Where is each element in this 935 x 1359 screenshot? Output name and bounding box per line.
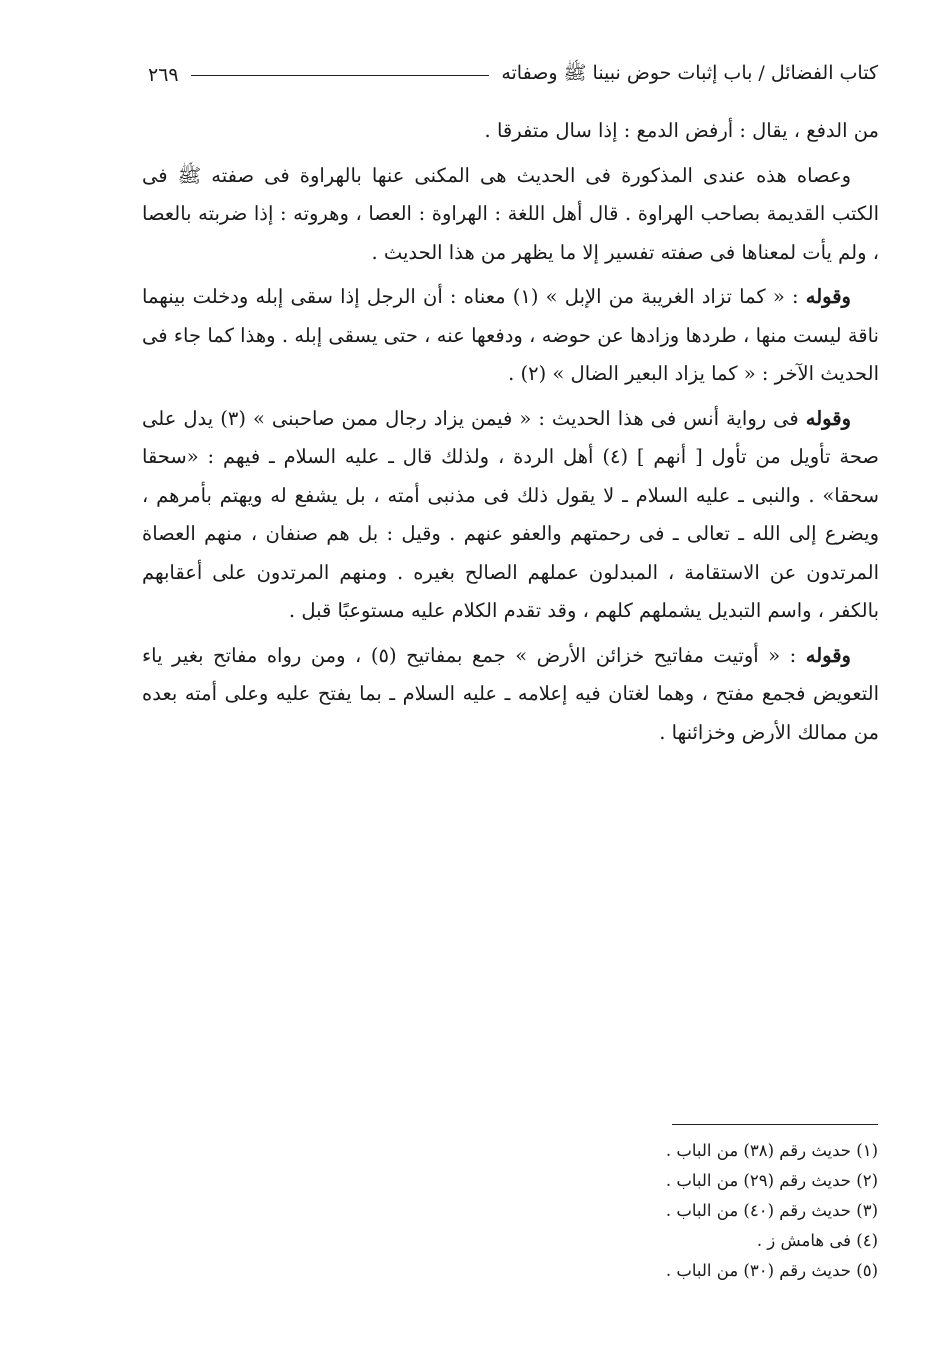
paragraph-lead-word: وقوله (805, 643, 851, 667)
running-header (148, 58, 878, 92)
paragraph-lead-word: وقوله (805, 406, 851, 430)
footnote: (٢) حديث رقم (٢٩) من الباب . (665, 1171, 878, 1190)
paragraph-text: من الدفع ، يقال : أرفض الدمع : إذا سال متفرقا . (484, 119, 879, 142)
paragraph-text: فى رواية أنس فى هذا الحديث : « فيمن يزاد رجال ممن صاحبنى » (٣) يدل على صحة تأويل من تأول [ أنهم ] (٤) أهل الردة ، ولذلك قال ـ عليه السلام ـ فيهم : «سحقا سحقا» . والنبى ـ عليه السلام ـ لا يقول ذلك فى مذنبى أمته ، بل يشفع له ويهتم بأمرهم ، ويضرع إلى الله ـ تعالى ـ فى رحمتهم والعفو عنهم . وقيل : بل هم صنفان ، منهم العصاة المرتدون عن الاستقامة ، المبدلون عملهم الصالح بغيره . ومنهم المرتدون على أعقابهم بالكفر ، واسم التبديل يشملهم كلهم ، وقد تقدم الكلام عليه مستوعبًا قبل . (142, 406, 879, 622)
footnote: (٣) حديث رقم (٤٠) من الباب . (665, 1201, 878, 1220)
paragraph (142, 278, 879, 394)
paragraph (142, 112, 879, 151)
footnote: (١) حديث رقم (٣٨) من الباب . (665, 1141, 878, 1160)
paragraph (142, 637, 879, 753)
paragraph-text: : « كما تزاد الغريبة من الإبل » (١) معناه : أن الرجل إذا سقى إبله ودخلت بينهما ناقة ليست منها ، طردها وزادها عن حوضه ، ودفعها عنه ، حتى يسقى إبله . وهذا كما جاء فى الحديث الآخر : « كما يزاد البعير الضال » (٢) . (142, 285, 879, 385)
running-title: كتاب الفضائل / باب إثبات حوض نبينا ﷺ وصفاته (501, 62, 878, 84)
footnote: (٤) فى هامش ز . (756, 1231, 878, 1250)
paragraph-lead-word: وقوله (805, 285, 851, 308)
paragraph-text: وعصاه هذه عندى المذكورة فى الحديث هى المكنى عنها بالهراوة فى صفته ﷺ فى الكتب القديمة بصاحب الهراوة . قال أهل اللغة : الهراوة : العصا ، وهروته : إذا ضربته بالعصا ، ولم يأت لمعناها فى صفته تفسير إلا ما يظهر من هذا الحديث . (142, 163, 879, 264)
footnote: (٥) حديث رقم (٣٠) من الباب . (665, 1261, 878, 1280)
body-text (142, 112, 879, 758)
paragraph (142, 157, 879, 273)
paragraph-text: : « أوتيت مفاتيح خزائن الأرض » جمع بمفاتيح (٥) ، ومن رواه مفاتح بغير ياء التعويض فجمع مفتح ، وهما لغتان فيه إعلامه ـ عليه السلام ـ بما يفتح عليه وعلى أمته بعده من ممالك الأرض وخزائنها . (142, 643, 879, 744)
header-rule (191, 75, 490, 76)
page-number: ٢٦٩ (148, 64, 179, 86)
paragraph (142, 400, 879, 631)
footnote-rule (672, 1124, 878, 1125)
footnotes (400, 1136, 878, 1286)
